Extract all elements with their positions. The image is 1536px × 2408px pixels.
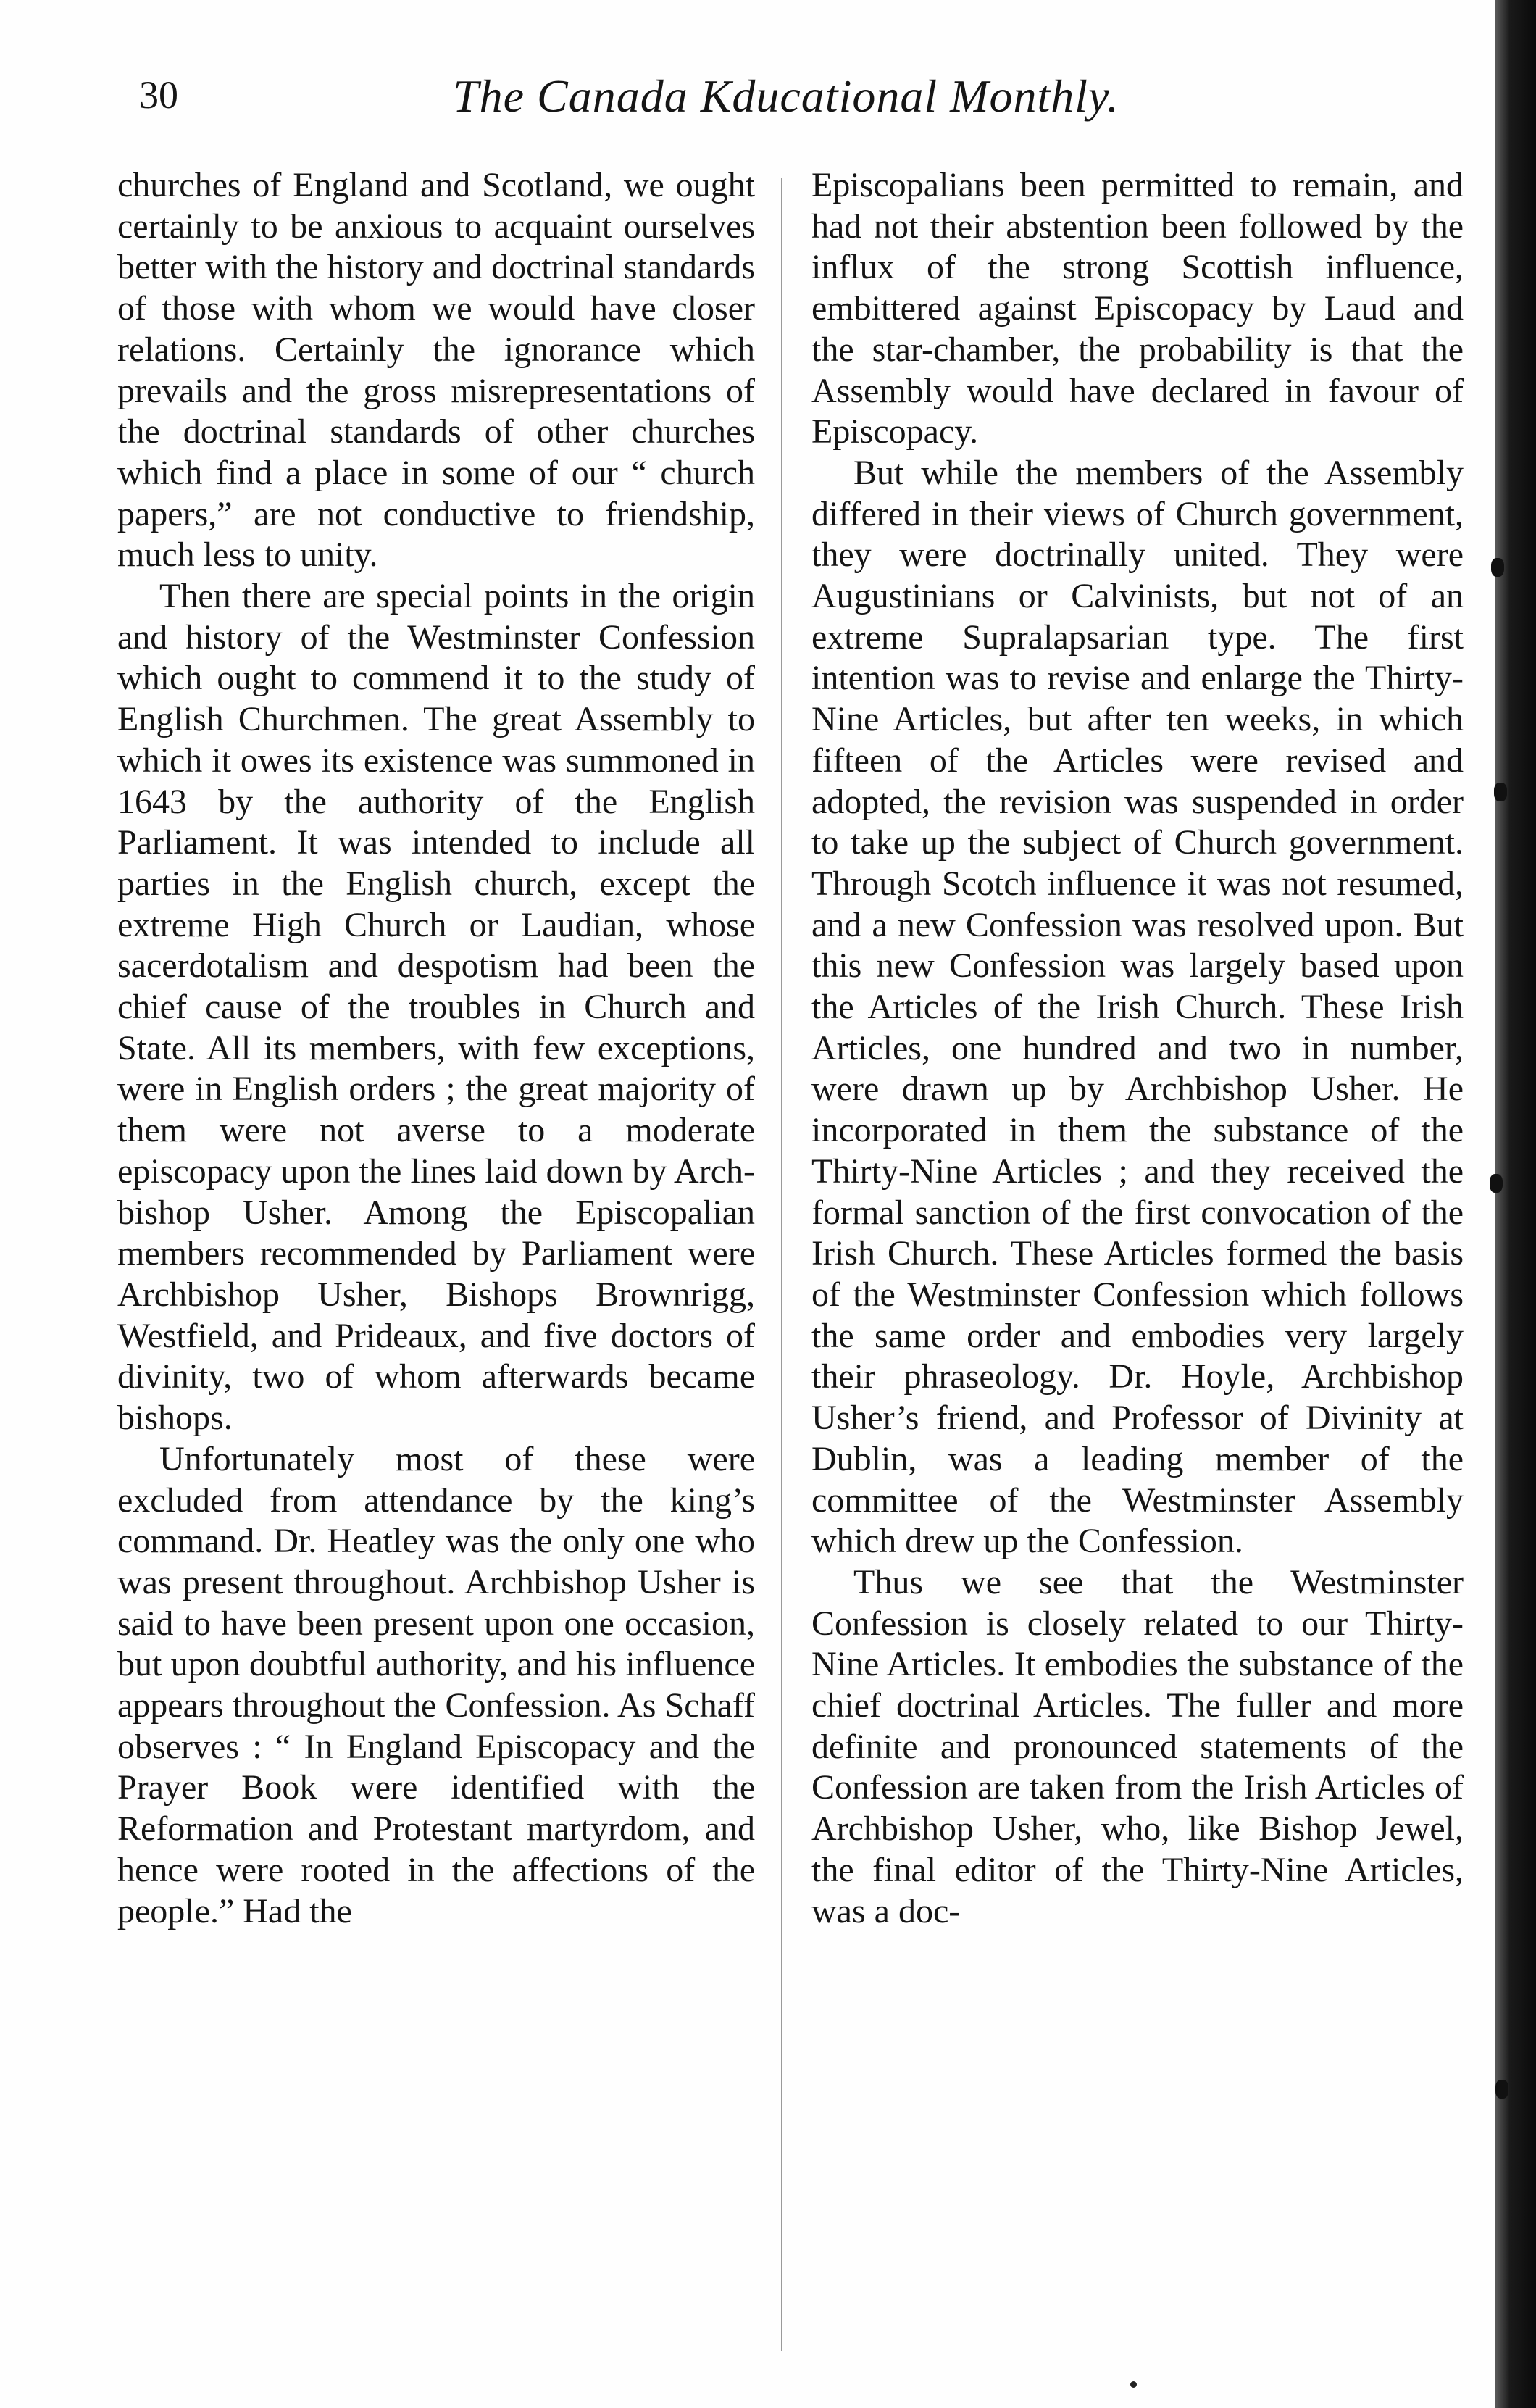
right-paragraph-2: But while the members of the Assembly differed in their views of Church government, they were doctrinally united. They were Augustinians or Calvinists, but not of an extreme Supralapsarian type. The first intention was to revise and enlarge the Thirty-Nine Articles, but after ten weeks, in which fifteen of the Articles were revised and adopted, the revision was suspended in order to take up the subject of Church government. Through Scotch influence it was not resumed, and a new Confession was resolved upon. But this new Confession was largely based upon the Articles of the Irish Church. These Irish Articles, one hundred and two in number, were drawn up by Archbishop Usher. He incorporated in them the substance of the Thirty-Nine Articles ; and they received the formal sanction of the first convocation of the Irish Church. These Articles formed the basis of the Westminster Confession which follows the same order and embodies very largely their phraseology. Dr. Hoyle, Archbishop Usher’s friend, and Professor of Divinity at Dublin, was a leading member of the committee of the Westminster Assembly which drew up the Confession. [811,453,1464,1561]
edge-speck [1490,1174,1503,1193]
right-paragraph-3: Thus we see that the Westminster Confession is closely related to our Thirty-Nine Articles. It embodies the substance of the chief doctrinal Articles. The fuller and more definite and pronounced statements of the Confession are taken from the Irish Articles of Archbishop Usher, who, like Bishop Jewel, the final editor of the Thirty-Nine Articles, was a doc- [811,1562,1464,1930]
column-divider [781,178,782,2351]
right-column [811,165,1464,1932]
left-paragraph-1: churches of England and Scotland, we ought certainly to be anxious to acquaint ourselves better with the history and doctrinal standards of those with whom we would have closer relations. Certainly the ignorance which prevails and the gross misrepresentations of the doctrinal standards of other churches which find a place in some of our “ church papers,” are not conductive to friendship, much less to unity. [117,166,755,575]
page-header [123,64,1464,143]
page-number: 30 [139,73,178,117]
right-paragraph-1: Episcopalians been permitted to remain, and had not their abstention been followed by the influx of the strong Scottish influence, embittered against Episcopacy by Laud and the star-chamber, the probability is that the Assembly would have declared in favour of Episcopacy. [811,166,1464,451]
left-column [117,165,755,1932]
left-paragraph-2: Then there are special points in the origin and history of the Westminster Confession which ought to commend it to the study of English Churchmen. The great Assembly to which it owes its existence was summoned in 1643 by the authority of the English Parliament. It was intended to include all parties in the English church, except the extreme High Church or Laudian, whose sacerdotalism and despotism had been the chief cause of the troubles in Church and State. All its members, with few exceptions, were in English orders ; the great majority of them were not averse to a moderate episcopacy upon the lines laid down by Archbishop Usher. Among the Episcopalian members recommended by Parliament were Archbishop Usher, Bishops Brownrigg, Westfield, and Prideaux, and five doctors of divinity, two of whom afterwards became bishops. [117,577,755,1438]
left-paragraph-3: Unfortunately most of these were excluded from attendance by the king’s command. Dr. Heatley was the only one who was present throughout. Archbishop Usher is said to have been present upon one occasion, but upon doubtful authority, and his influence appears throughout the Confession. As Schaff observes : “ In England Episcopacy and the Prayer Book were identified with the Reformation and Protestant martyrdom, and hence were rooted in the affections of the people.” Had the [117,1439,755,1930]
binding-edge-shadow [1495,0,1536,2408]
running-title: The Canada Kducational Monthly. [453,70,1119,122]
edge-speck [1494,783,1507,801]
edge-speck [1495,2080,1508,2099]
edge-speck [1491,558,1504,577]
page-footer-mark [1130,2381,1137,2388]
